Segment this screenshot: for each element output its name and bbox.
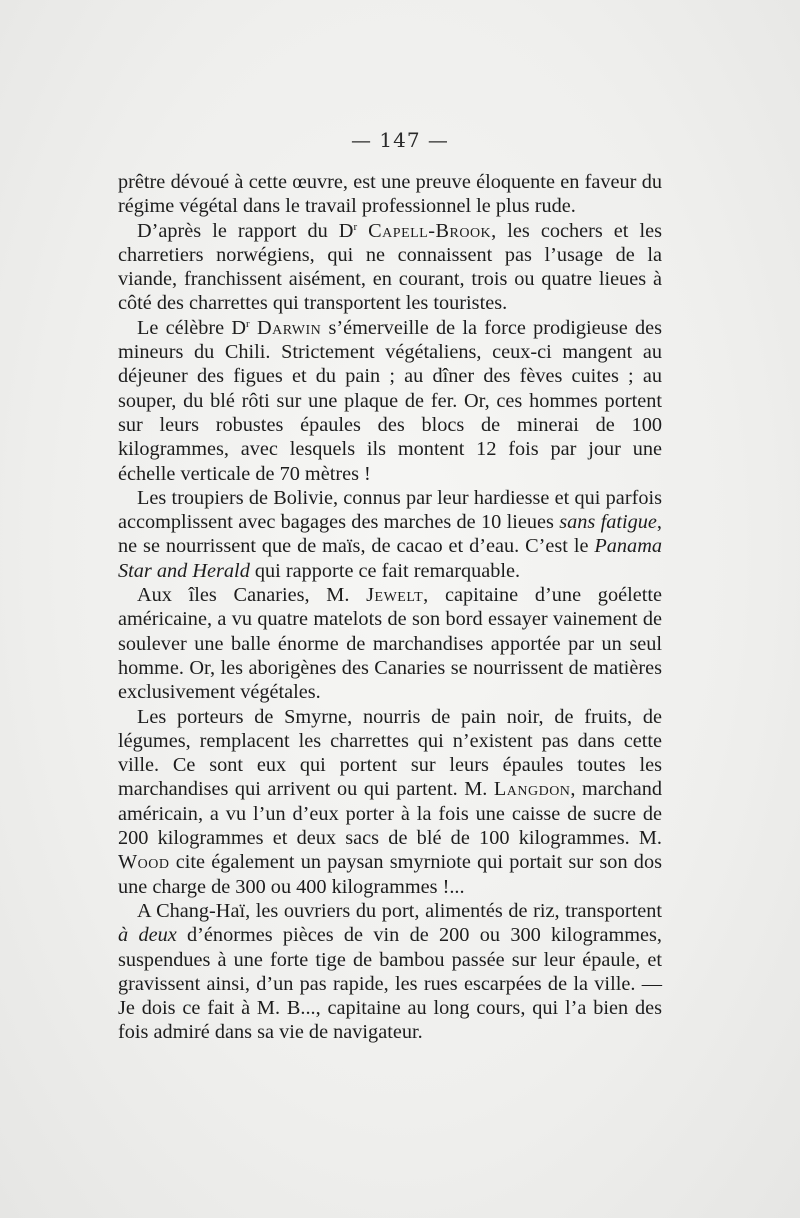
- text-run: d’énormes pièces de vin de 200 ou 300 kilogrammes, suspendues à une forte tige de bambou passée sur leur épaule, et gravissent ainsi, d’un pas rapide, les rues escarpées de la ville. — Je dois ce fait à M. B..., capitaine au long cours, qui l’a bien des fois admiré dans sa vie de navigateur.: [118, 924, 662, 1044]
- italic-text: à deux: [118, 924, 177, 947]
- proper-name: Jewelt: [366, 584, 424, 607]
- paragraph: [118, 219, 662, 316]
- text-run: cite également un paysan smyrniote qui portait sur son dos une charge de 300 ou 400 kilogrammes !...: [118, 851, 662, 898]
- proper-name: Darwin: [256, 316, 322, 339]
- text-run: s’émerveille de la force prodigieuse des mineurs du Chili. Strictement végétaliens, ceux-ci mangent au déjeuner des figues et du pain ; au dîner des fèves cuites ; au souper, du blé rôti sur une plaque de fer. Or, ces hommes portent sur leurs robustes épaules des blocs de minerai de 100 kilogrammes, avec lesquels ils montent 12 fois par jour une échelle verticale de 70 mètres !: [118, 316, 662, 485]
- proper-name: Langdon: [493, 778, 571, 801]
- text-run: , ne se nourrissent que de maïs, de cacao et d’eau. C’est le: [118, 511, 662, 558]
- text-run: , marchand américain, a vu l’un d’eux porter à la fois une caisse de sucre de 200 kilogrammes et deux sacs de blé de 100 kilogrammes. M.: [118, 778, 662, 850]
- paragraph: [118, 316, 662, 486]
- text-run: prêtre dévoué à cette œuvre, est une preuve éloquente en faveur du régime végétal dans le travail professionnel le plus rude.: [118, 171, 662, 218]
- proper-name: Capell-Brook: [368, 219, 492, 242]
- text-run: A Chang-Haï, les ouvriers du port, alimentés de riz, transportent: [137, 899, 662, 922]
- text-run: Les porteurs de Smyrne, nourris de pain noir, de fruits, de légumes, remplacent les charrettes qui n’existent pas dans cette ville. Ce sont eux qui portent sur leurs épaules toutes les marchandises qui arrivent ou qui partent. M.: [118, 705, 662, 801]
- proper-name: Wood: [118, 851, 170, 874]
- text-run: Le célèbre D: [137, 316, 247, 339]
- text-run: , les cochers et les charretiers norwégiens, qui ne connaissent pas l’usage de la viande, franchissent aisément, en courant, trois ou quatre lieues à côté des charrettes qui transportent les touristes.: [118, 219, 662, 315]
- italic-text: Panama Star and Herald: [118, 535, 662, 582]
- text-run: , capitaine d’une goélette américaine, a vu quatre matelots de son bord essayer vainement de soulever une balle énorme de marchandises apportée par un seul homme. Or, les aborigènes des Canaries se nourrissent de matières exclusivement végétales.: [118, 584, 662, 704]
- text-run: [357, 220, 368, 242]
- paragraph: [118, 899, 662, 1045]
- text-run: Les troupiers de Bolivie, connus par leur hardiesse et qui parfois accomplissent avec bagages des marches de 10 lieues: [118, 486, 662, 534]
- superscript: r: [246, 317, 250, 330]
- text-run: Aux îles Canaries, M.: [137, 584, 367, 607]
- superscript: r: [353, 220, 358, 233]
- text-run: [250, 317, 257, 339]
- paragraph: [118, 705, 662, 899]
- body-text: [118, 170, 662, 1045]
- paragraph: [118, 486, 662, 583]
- page-number: — 147 —: [351, 128, 449, 152]
- text-run: D’après le rapport du D: [137, 219, 354, 242]
- paragraph: [118, 583, 662, 704]
- paragraph: [118, 170, 662, 219]
- italic-text: sans fatigue: [559, 511, 657, 534]
- text-run: qui rapporte ce fait remarquable.: [249, 559, 521, 582]
